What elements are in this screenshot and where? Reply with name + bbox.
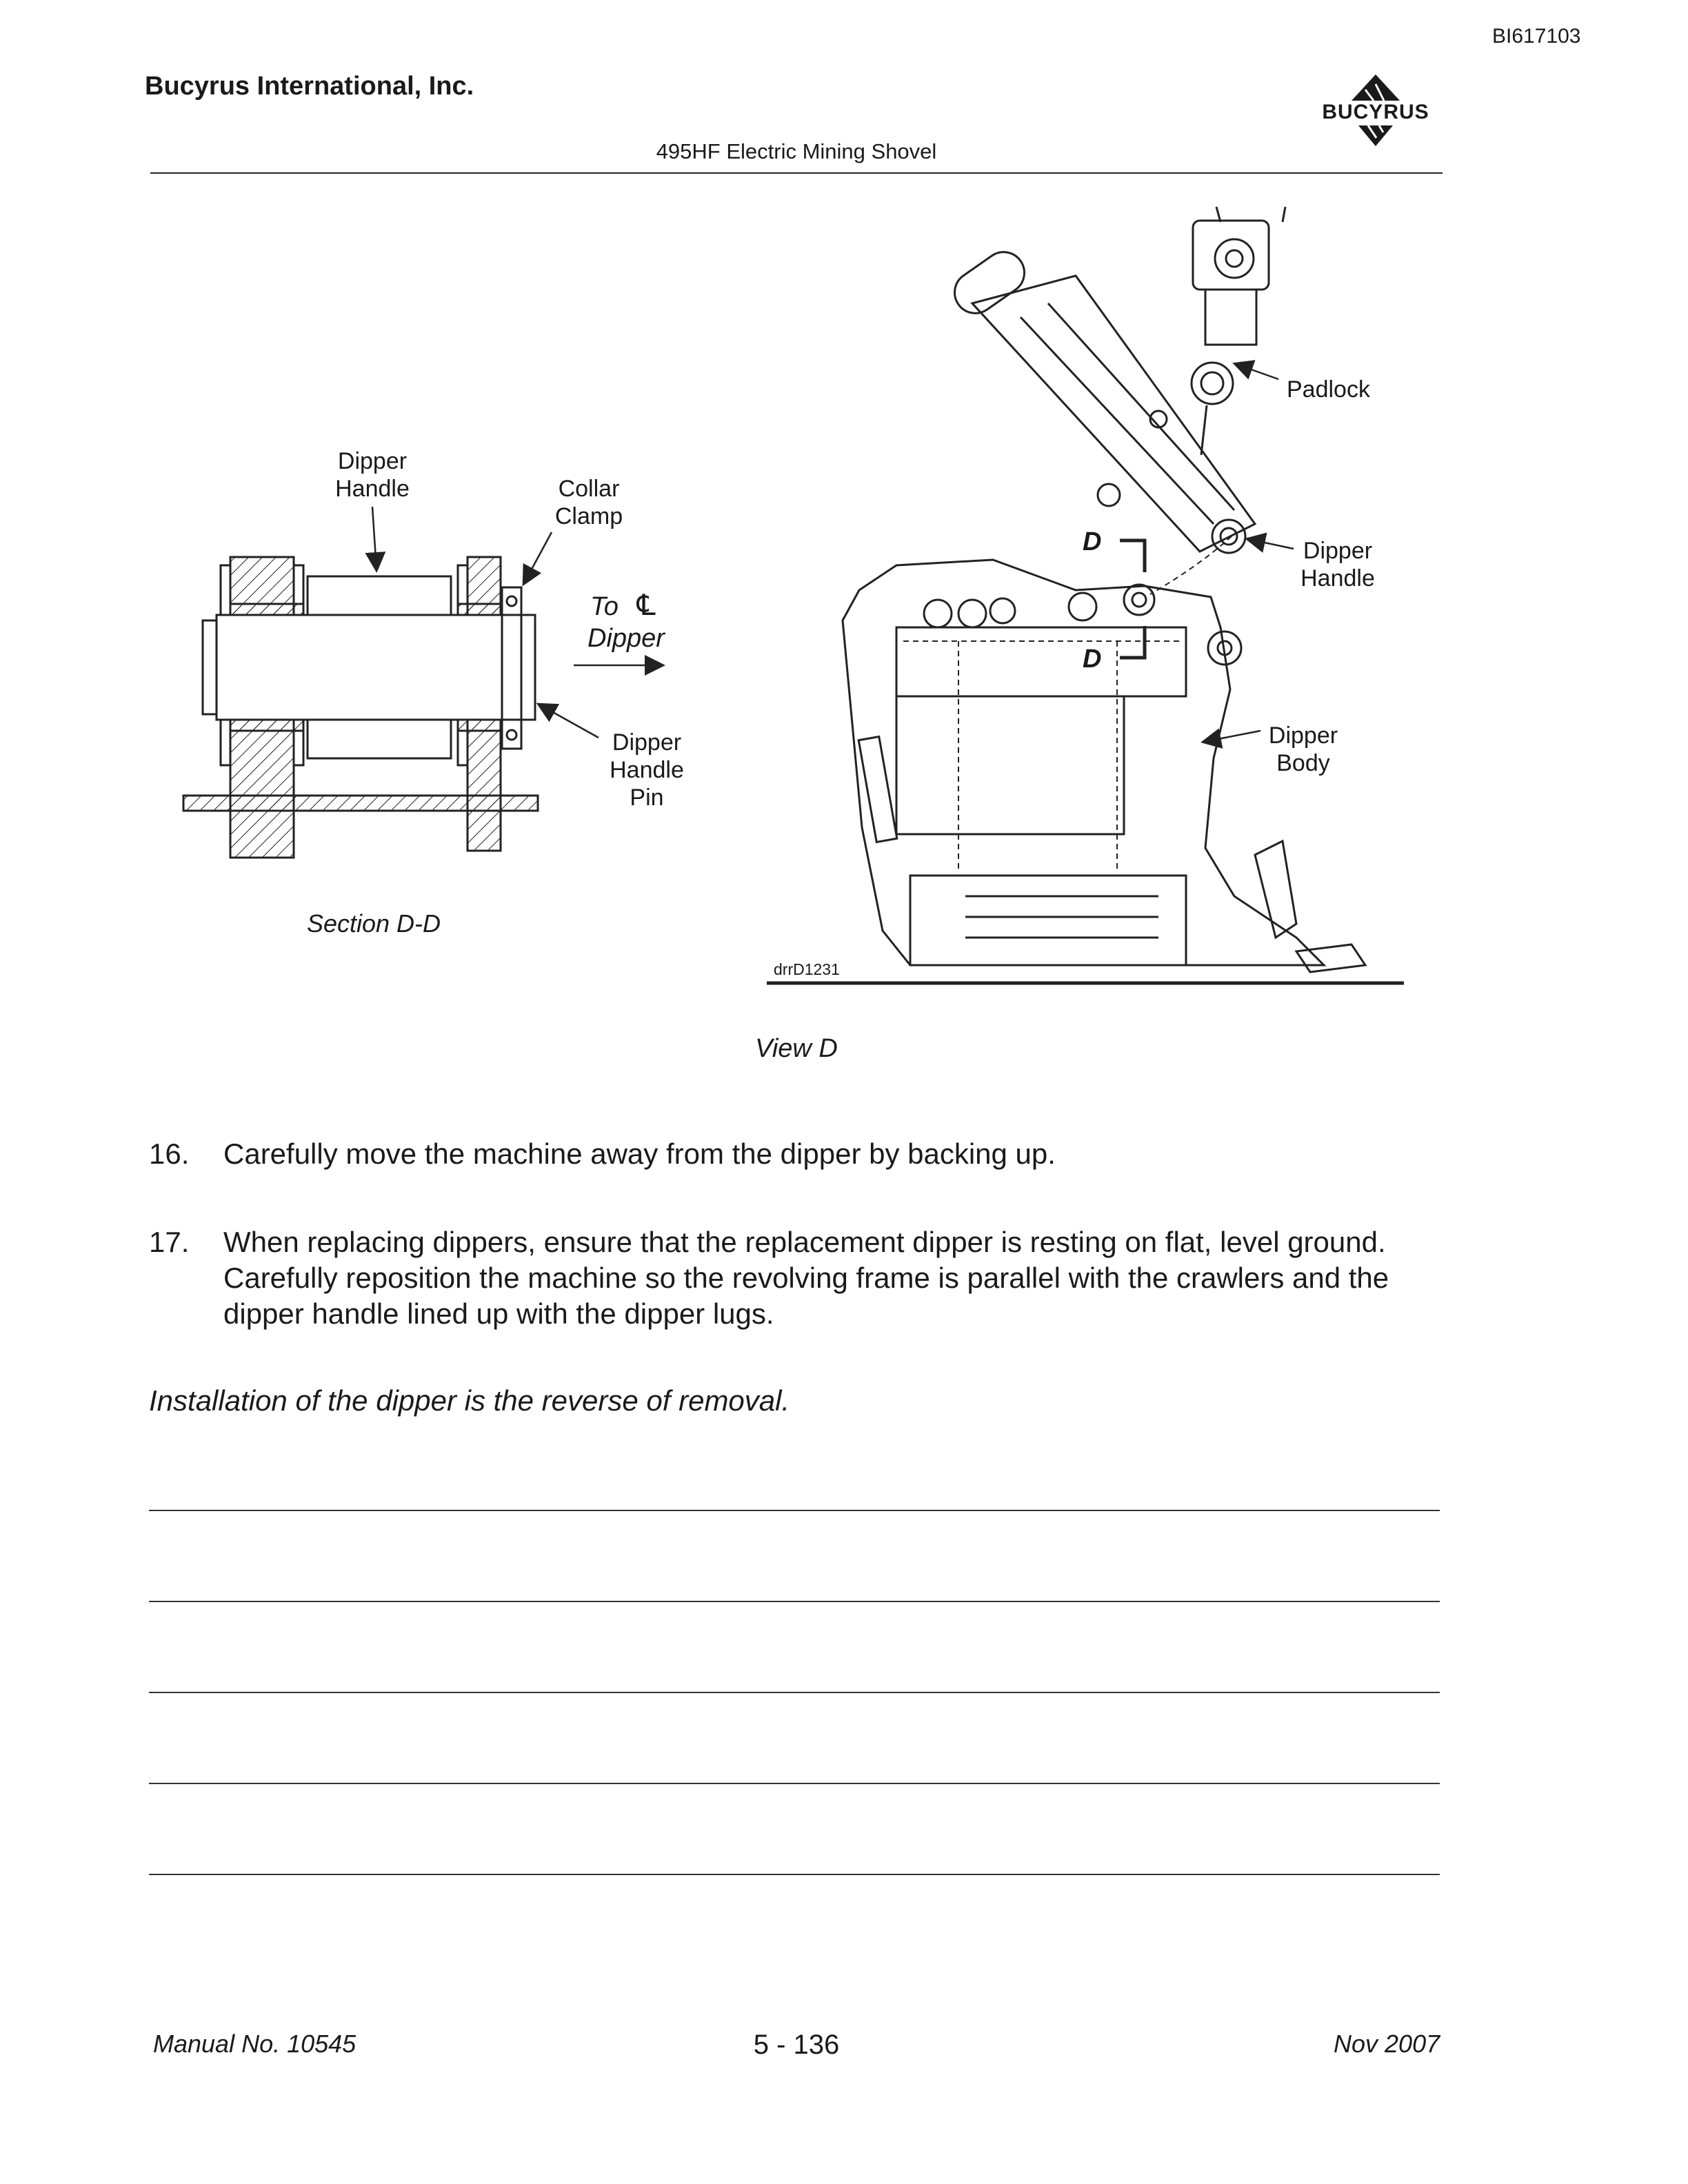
footer-page-number: 5 - 136 — [753, 2030, 840, 2060]
notes-line — [149, 1783, 1440, 1784]
section-d-d-drawing — [183, 557, 538, 858]
installation-note: Installation of the dipper is the reverse of removal. — [149, 1384, 790, 1417]
label-dipper-handle-right-1: Dipper — [1303, 538, 1373, 564]
step-number: 17. — [149, 1226, 190, 1258]
logo-text: BUCYRUS — [1322, 101, 1429, 123]
notes-line — [149, 1510, 1440, 1511]
section-marker-top: D — [1083, 527, 1102, 556]
section-marker-bottom: D — [1083, 645, 1102, 674]
document-subtitle: 495HF Electric Mining Shovel — [656, 139, 937, 163]
technical-drawing — [0, 193, 1688, 1089]
label-pin-1: Dipper — [612, 729, 682, 756]
label-dipper-body-2: Body — [1276, 750, 1330, 776]
figure-area — [0, 193, 1688, 1089]
view-d-leaders — [1204, 364, 1294, 742]
company-name: Bucyrus International, Inc. — [145, 72, 474, 101]
label-pin-2: Handle — [610, 757, 684, 783]
section-d-d-title: Section D-D — [306, 909, 441, 938]
footer-manual-number: Manual No. 10545 — [153, 2030, 356, 2058]
label-dipper-handle-left-2: Handle — [335, 476, 410, 502]
label-padlock: Padlock — [1287, 376, 1370, 403]
label-to: To — [590, 592, 619, 621]
label-collar-clamp-1: Collar — [558, 476, 620, 502]
step-text: Carefully move the machine away from the dipper by backing up. — [223, 1138, 1056, 1170]
document-id: BI617103 — [1492, 25, 1581, 48]
step-text: When replacing dippers, ensure that the replacement dipper is resting on flat, level ground. Carefully reposition the machine so the revolving frame is parallel with the crawlers and the dipper handle lined up with the dipper lugs. — [223, 1226, 1389, 1330]
label-collar-clamp-2: Clamp — [554, 503, 623, 529]
drawing-number: drrD1231 — [774, 960, 840, 978]
label-pin-3: Pin — [630, 785, 664, 811]
notes-line — [149, 1601, 1440, 1602]
step-16 — [0, 1136, 1688, 1175]
view-d-drawing — [767, 207, 1404, 983]
label-dipper-handle-left-1: Dipper — [337, 448, 408, 474]
label-dipper-handle-right-2: Handle — [1300, 565, 1375, 592]
footer-date: Nov 2007 — [1334, 2030, 1440, 2058]
label-dipper-body-1: Dipper — [1268, 722, 1338, 749]
header-rule — [150, 172, 1443, 174]
label-to-dipper: Dipper — [587, 624, 665, 653]
notes-line — [149, 1874, 1440, 1875]
step-number: 16. — [149, 1138, 190, 1170]
notes-line — [149, 1692, 1440, 1693]
step-17 — [0, 1224, 1688, 1335]
figure-caption: View D — [755, 1034, 838, 1063]
centerline-symbol: ℄ — [633, 589, 659, 621]
